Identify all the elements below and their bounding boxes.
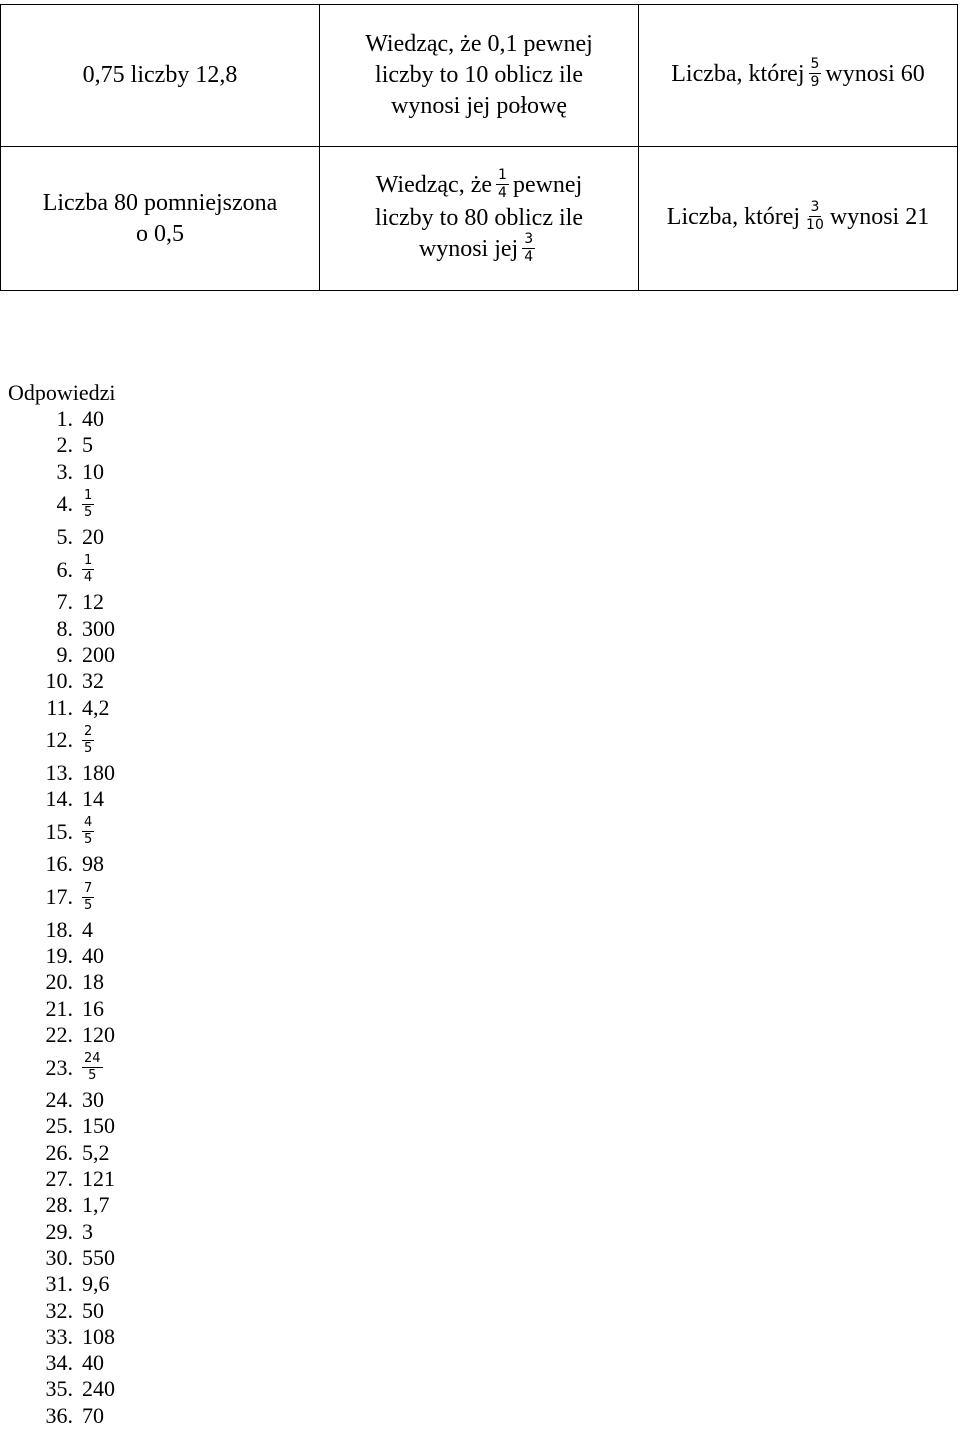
- answer-number: 33.: [45, 1323, 73, 1349]
- answer-item: [8, 721, 116, 760]
- fraction-numerator: 5: [810, 56, 820, 72]
- answer-number: 3.: [56, 458, 73, 484]
- fraction-numerator: 1: [498, 167, 507, 183]
- answer-item: [8, 995, 116, 1021]
- answer-number: 9.: [56, 641, 73, 667]
- answer-item: [8, 1271, 116, 1297]
- answer-item: [8, 1140, 116, 1166]
- task-text: Wiedząc, że: [375, 172, 493, 199]
- task-table: [0, 4, 958, 291]
- answer-value: 5,2: [82, 1139, 110, 1165]
- answer-number: 32.: [45, 1297, 73, 1323]
- answer-item: [8, 1113, 116, 1139]
- fraction-numerator: 3: [524, 231, 534, 247]
- answer-number: 6.: [56, 556, 73, 582]
- answer-value: 9,6: [82, 1271, 110, 1297]
- answer-item: [8, 760, 116, 786]
- fraction-numerator: 1: [84, 553, 93, 569]
- answer-value: 4,2: [82, 694, 110, 720]
- answer-value: 18: [82, 969, 104, 995]
- answer-number: 35.: [45, 1376, 73, 1402]
- answer-item: [8, 1192, 116, 1218]
- answer-number: 27.: [45, 1166, 73, 1192]
- fraction: [522, 232, 535, 265]
- answer-value: 40: [82, 1350, 104, 1376]
- answer-value: 121: [82, 1166, 115, 1192]
- answer-item: [8, 812, 116, 851]
- answer-number: 22.: [45, 1021, 73, 1047]
- answer-value: 12: [82, 589, 104, 615]
- answer-value: 300: [82, 615, 115, 641]
- answer-number: 25.: [45, 1113, 73, 1139]
- answer-number: 11.: [46, 694, 73, 720]
- task-text: Wiedząc, że 0,1 pewnej: [365, 31, 593, 57]
- task-cell: [1, 5, 320, 147]
- answer-number: 1.: [56, 406, 73, 432]
- answer-number: 31.: [45, 1271, 73, 1297]
- fraction-numerator: 1: [84, 487, 93, 503]
- answer-item: [8, 1376, 116, 1402]
- answer-item: [8, 615, 116, 641]
- task-text: Liczba, której: [666, 204, 801, 231]
- answer-value: 98: [82, 851, 104, 877]
- fraction: [82, 554, 94, 585]
- answers-list: [8, 406, 116, 1429]
- fraction-denominator: 9: [810, 74, 820, 90]
- fraction: [82, 882, 94, 913]
- task-cell: [320, 147, 639, 291]
- answer-value: 120: [82, 1021, 115, 1047]
- fraction-numerator: 3: [810, 199, 820, 215]
- fraction-denominator: 4: [498, 185, 507, 201]
- answer-item: [8, 550, 116, 589]
- answers-section: [8, 380, 116, 1429]
- task-text: o 0,5: [136, 220, 184, 247]
- task-row: [1, 5, 958, 147]
- answer-value: 50: [82, 1297, 104, 1323]
- answer-value: 3: [82, 1218, 93, 1244]
- answer-number: 14.: [45, 786, 73, 812]
- answer-number: 17.: [45, 884, 73, 910]
- fraction: [809, 57, 822, 90]
- answer-value: 240: [82, 1376, 115, 1402]
- answer-item: [8, 642, 116, 668]
- fraction: [496, 168, 509, 201]
- answer-item: [8, 1245, 116, 1271]
- answer-value: 550: [82, 1244, 115, 1270]
- fraction-denominator: 5: [84, 832, 93, 848]
- answer-number: 12.: [45, 727, 73, 753]
- fraction-numerator: 4: [84, 815, 93, 831]
- answer-item: [8, 917, 116, 943]
- answer-value: 16: [82, 995, 104, 1021]
- fraction: [82, 1052, 103, 1083]
- answer-number: 29.: [45, 1218, 73, 1244]
- answer-number: 34.: [45, 1350, 73, 1376]
- answer-value: 180: [82, 759, 115, 785]
- answer-item: [8, 485, 116, 524]
- fraction-denominator: 4: [84, 570, 93, 586]
- answer-number: 2.: [56, 432, 73, 458]
- fraction: [82, 816, 94, 847]
- fraction: [82, 489, 94, 520]
- fraction-denominator: 4: [524, 249, 534, 265]
- answer-item: [8, 851, 116, 877]
- answer-number: 8.: [56, 615, 73, 641]
- task-text: wynosi jej: [418, 236, 519, 263]
- task-text: liczby to 80 oblicz ile: [375, 205, 583, 231]
- answer-number: 16.: [45, 851, 73, 877]
- answer-number: 21.: [45, 995, 73, 1021]
- answer-item: [8, 459, 116, 485]
- answer-number: 20.: [45, 969, 73, 995]
- answer-value: 4: [82, 916, 93, 942]
- task-text: wynosi jej połowę: [391, 93, 567, 119]
- answer-number: 19.: [45, 943, 73, 968]
- fraction-denominator: 5: [84, 504, 93, 520]
- answer-item: [8, 1324, 116, 1350]
- answer-number: 30.: [45, 1244, 73, 1270]
- task-cell: [1, 147, 320, 291]
- answer-item: [8, 943, 116, 969]
- answer-item: [8, 668, 116, 694]
- answer-item: [8, 1403, 116, 1429]
- task-text: pewnej: [512, 172, 583, 199]
- answer-item: [8, 786, 116, 812]
- answer-number: 24.: [45, 1087, 73, 1113]
- fraction-denominator: 5: [88, 1068, 97, 1084]
- answer-number: 23.: [45, 1054, 73, 1080]
- fraction: [804, 200, 826, 233]
- answer-item: [8, 878, 116, 917]
- answer-item: [8, 432, 116, 458]
- answer-item: [8, 1219, 116, 1245]
- answer-item: [8, 969, 116, 995]
- answer-item: [8, 406, 116, 432]
- answer-number: 18.: [45, 916, 73, 942]
- task-text: liczby to 10 oblicz ile: [375, 62, 583, 88]
- task-text: Liczba, której: [671, 61, 805, 88]
- answer-value: 10: [82, 458, 104, 484]
- answer-value: 20: [82, 524, 104, 550]
- answer-value: 200: [82, 641, 115, 667]
- answer-item: [8, 694, 116, 720]
- answer-item: [8, 1087, 116, 1113]
- answer-value: 108: [82, 1323, 115, 1349]
- answer-number: 4.: [56, 491, 73, 517]
- answer-value: 30: [82, 1087, 104, 1113]
- fraction-denominator: 10: [806, 217, 824, 233]
- answer-item: [8, 589, 116, 615]
- answer-value: 40: [82, 943, 104, 968]
- fraction: [82, 725, 94, 756]
- fraction-numerator: 2: [84, 723, 93, 739]
- task-text: wynosi 21: [829, 204, 930, 231]
- answer-number: 10.: [45, 668, 73, 694]
- answer-item: [8, 1297, 116, 1323]
- answer-value: 1,7: [82, 1192, 110, 1218]
- answer-item: [8, 1022, 116, 1048]
- task-text: 0,75 liczby 12,8: [82, 62, 238, 88]
- answer-value: 5: [82, 432, 93, 458]
- answer-number: 7.: [56, 589, 73, 615]
- answer-item: [8, 1048, 116, 1087]
- answer-value: 32: [82, 668, 104, 694]
- answer-number: 26.: [45, 1139, 73, 1165]
- answer-number: 36.: [45, 1402, 73, 1428]
- answer-number: 15.: [45, 818, 73, 844]
- task-text: Liczba 80 pomniejszona: [42, 189, 278, 216]
- task-cell: [639, 5, 958, 147]
- answer-value: 150: [82, 1113, 115, 1139]
- answer-item: [8, 1350, 116, 1376]
- task-cell: [320, 5, 639, 147]
- answer-number: 5.: [56, 524, 73, 550]
- answer-value: 70: [82, 1402, 104, 1428]
- answer-item: [8, 524, 116, 550]
- answer-value: 40: [82, 406, 104, 432]
- answer-number: 13.: [45, 759, 73, 785]
- answers-title: Odpowiedzi: [8, 380, 116, 405]
- fraction-denominator: 5: [84, 897, 93, 913]
- answer-item: [8, 1166, 116, 1192]
- task-cell: [639, 147, 958, 291]
- fraction-numerator: 7: [84, 880, 93, 896]
- answer-value: 14: [82, 786, 104, 812]
- task-row: [1, 147, 958, 291]
- fraction-denominator: 5: [84, 740, 93, 756]
- answer-number: 28.: [45, 1192, 73, 1218]
- task-text: wynosi 60: [825, 61, 925, 88]
- fraction-numerator: 24: [84, 1051, 101, 1067]
